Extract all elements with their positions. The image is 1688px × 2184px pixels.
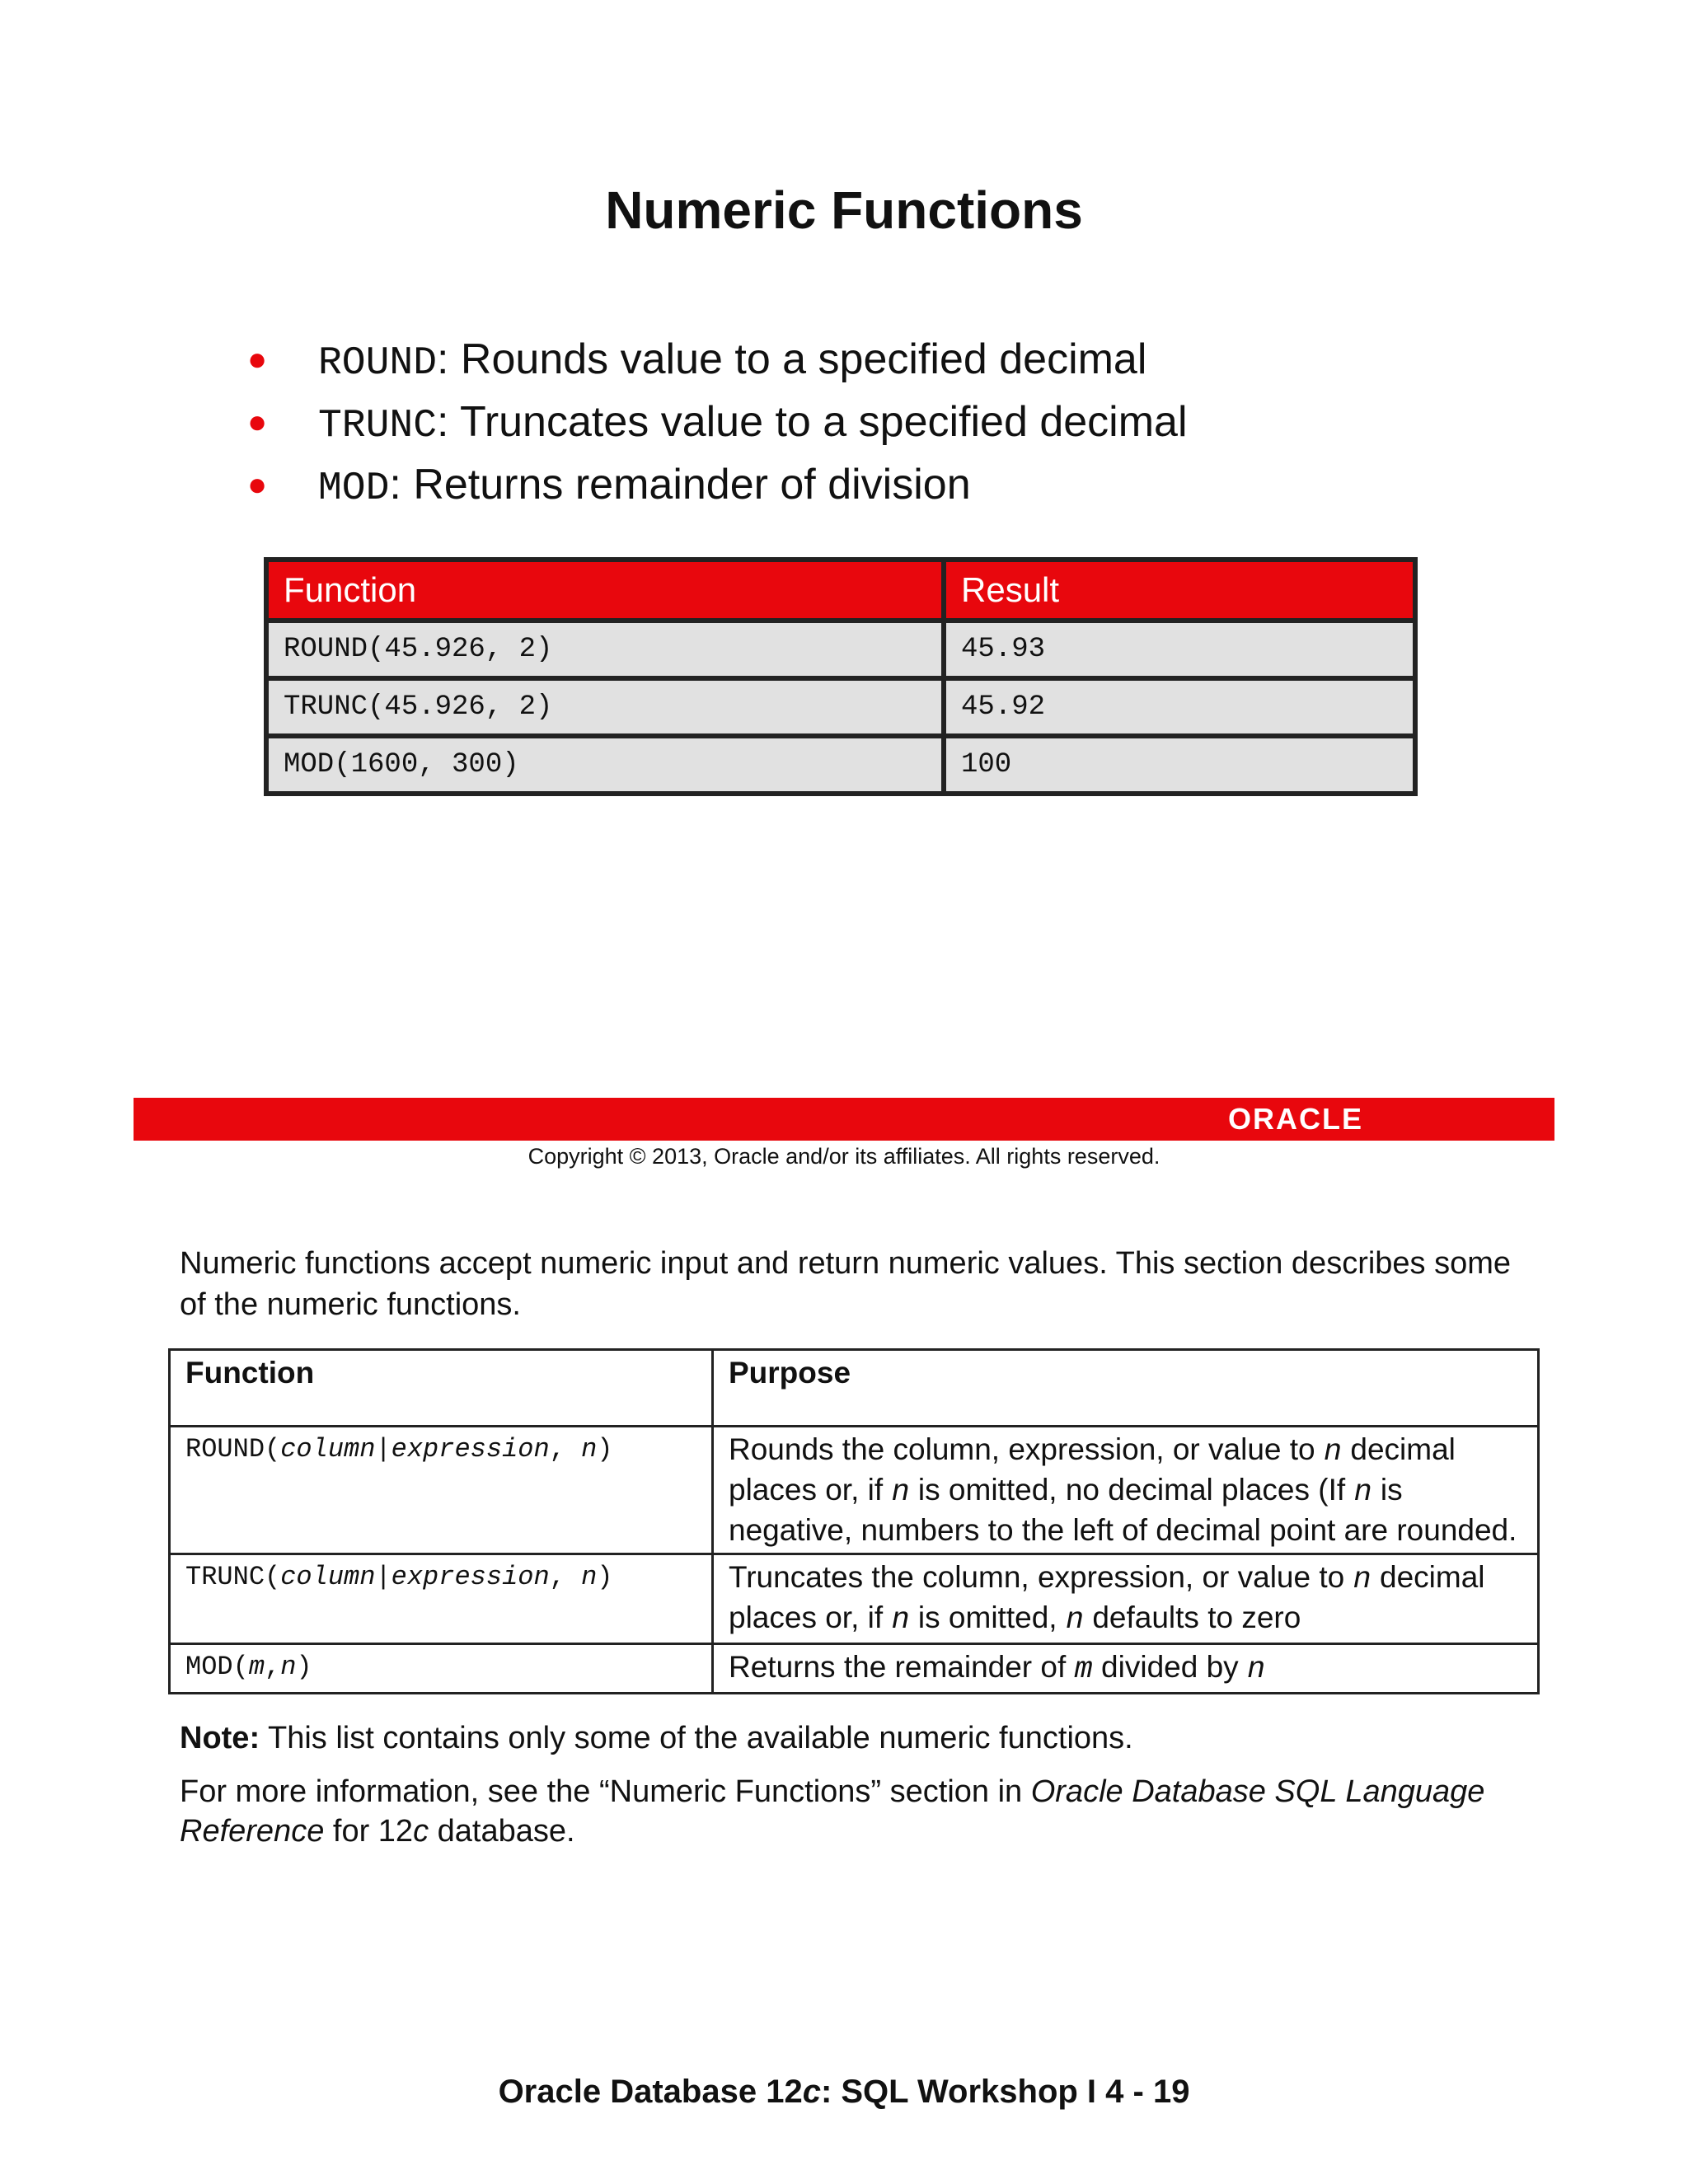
slide-title: Numeric Functions [605, 180, 1083, 240]
function-cell: TRUNC(45.926, 2) [266, 678, 944, 736]
column-header-function: Function [170, 1350, 713, 1427]
page-footer: Oracle Database 12c: SQL Workshop I 4 - 19 [498, 2074, 1190, 2110]
result-cell: 45.93 [944, 621, 1415, 678]
column-header-function: Function [266, 560, 944, 621]
column-header-result: Result [944, 560, 1415, 621]
table-header-row [170, 1350, 1539, 1427]
bullet-item [247, 391, 1484, 453]
notes-intro: Numeric functions accept numeric input and return numeric values. This section describes some of the numeric functions. [180, 1246, 1512, 1322]
bullet-dot-icon: ● [247, 466, 268, 503]
bullet-text: : Truncates value to a specified decimal [437, 398, 1188, 446]
table-row [266, 736, 1415, 794]
function-cell: ROUND(45.926, 2) [266, 621, 944, 678]
bullet-list [247, 328, 1484, 516]
purpose-cell: Returns the remainder of m divided by n [713, 1644, 1539, 1694]
bullet-keyword: TRUNC [318, 404, 438, 448]
table-row [266, 678, 1415, 736]
purpose-cell: Truncates the column, expression, or value to n decimal places or, if n is omitted, n defaults to zero [713, 1554, 1539, 1644]
bullet-dot-icon: ● [247, 341, 268, 377]
bullet-item [247, 328, 1484, 391]
column-header-purpose: Purpose [713, 1350, 1539, 1427]
note-paragraph [180, 1721, 1133, 1756]
bullet-text: : Rounds value to a specified decimal [437, 335, 1147, 383]
more-info-paragraph: For more information, see the “Numeric Functions” section in Oracle Database SQL Language Reference for 12c database. [180, 1774, 1485, 1849]
bullet-keyword: ROUND [318, 341, 438, 386]
table-header-row [266, 560, 1415, 621]
bullet-dot-icon: ● [247, 404, 268, 440]
result-cell: 100 [944, 736, 1415, 794]
function-signature: MOD(m,n) [170, 1644, 713, 1694]
result-cell: 45.92 [944, 678, 1415, 736]
table-row [170, 1427, 1539, 1554]
bullet-keyword: MOD [318, 466, 390, 511]
note-label: Note: [180, 1721, 260, 1755]
note-text: This list contains only some of the available numeric functions. [260, 1721, 1133, 1755]
table-row [266, 621, 1415, 678]
slide-function-table [264, 557, 1418, 796]
function-cell: MOD(1600, 300) [266, 736, 944, 794]
bullet-text: : Returns remainder of division [389, 461, 971, 509]
table-row [170, 1554, 1539, 1644]
notes-function-table [168, 1348, 1540, 1694]
oracle-logo-text: ORACLE [1228, 1104, 1363, 1135]
bullet-item [247, 453, 1484, 516]
purpose-cell: Rounds the column, expression, or value to n decimal places or, if n is omitted, no decimal places (If n is negative, numbers to the left of decimal point are rounded. [713, 1427, 1539, 1554]
function-signature: TRUNC(column|expression, n) [170, 1554, 713, 1644]
function-signature: ROUND(column|expression, n) [170, 1427, 713, 1554]
table-row [170, 1644, 1539, 1694]
oracle-logo [1228, 1104, 1409, 1135]
copyright-notice: Copyright © 2013, Oracle and/or its affiliates. All rights reserved. [528, 1144, 1160, 1169]
reference-title: Oracle Database SQL Language Reference [180, 1774, 1485, 1849]
